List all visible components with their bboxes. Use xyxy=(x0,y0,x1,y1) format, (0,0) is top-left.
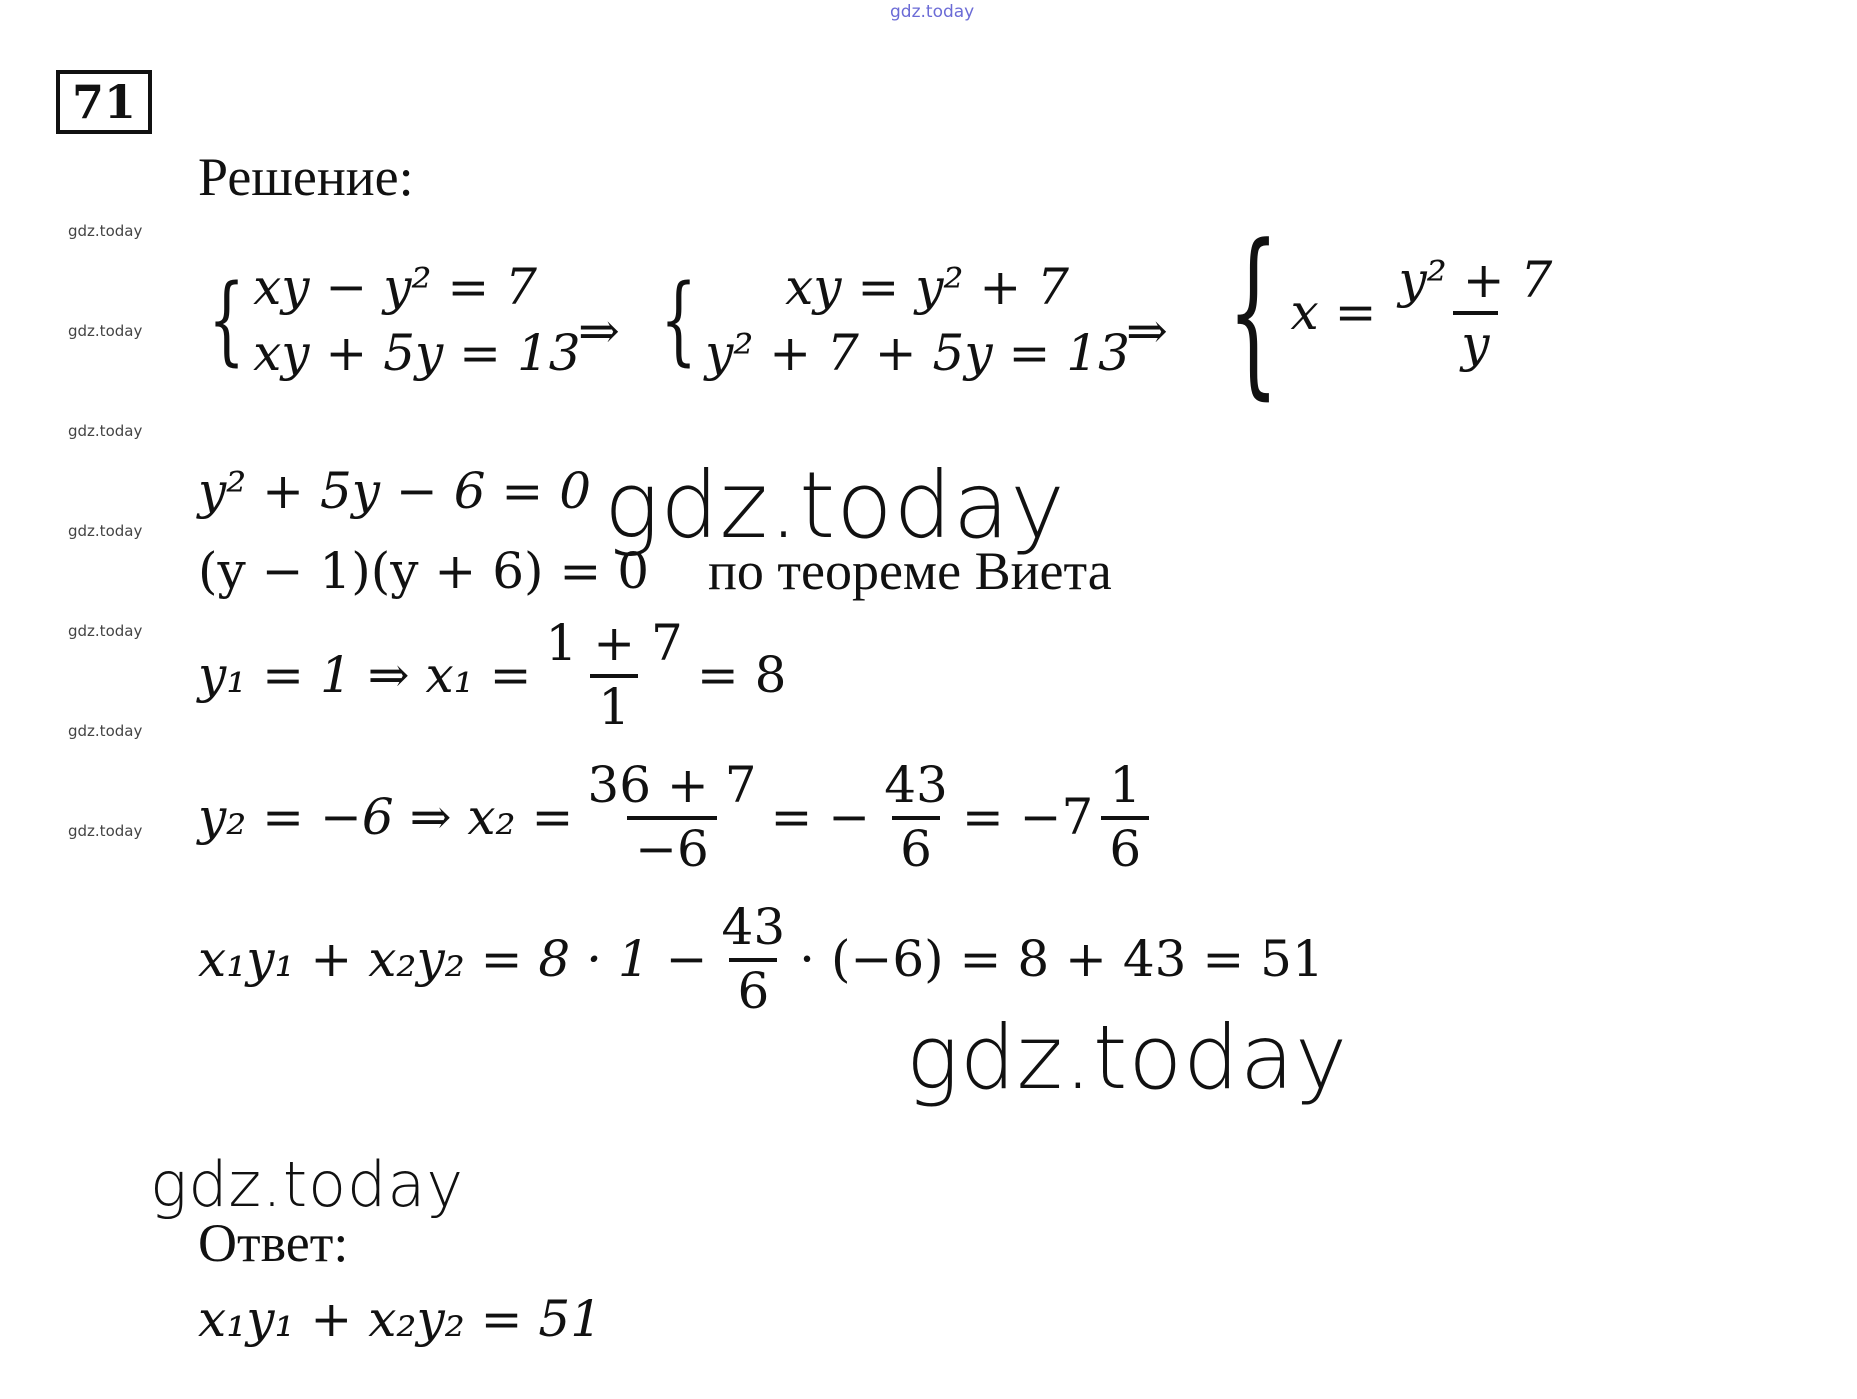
root2-mid: = − xyxy=(770,788,871,846)
fraction-denominator: −6 xyxy=(627,816,717,874)
answer-equation: x₁y₁ + x₂y₂ = 51 xyxy=(198,1290,603,1348)
root2-lhs: y₂ = −6 ⇒ x₂ = xyxy=(198,788,574,846)
factored-equation: (y − 1)(y + 6) = 0 xyxy=(198,542,650,600)
system2-line2: y² + 7 + 5y = 13 xyxy=(705,324,1130,382)
problem-number-box xyxy=(56,70,152,134)
fraction xyxy=(714,898,794,1020)
system2-line1: xy = y² + 7 xyxy=(785,258,1069,316)
fraction-denominator: 6 xyxy=(729,958,777,1016)
solution-label: Решение: xyxy=(198,147,414,207)
fraction-denominator: 1 xyxy=(590,674,638,732)
fraction xyxy=(579,756,764,878)
big-watermark: gdz.today xyxy=(906,1006,1349,1109)
root2-mid2: = −7 xyxy=(961,788,1094,846)
sum-line xyxy=(198,898,1324,1020)
side-watermark: gdz.today xyxy=(68,522,143,540)
system1-line2: xy + 5y = 13 xyxy=(253,324,581,382)
fraction-numerator: 36 + 7 xyxy=(587,756,757,814)
quadratic-equation: y² + 5y − 6 = 0 xyxy=(198,462,592,520)
side-watermark: gdz.today xyxy=(68,622,143,640)
sum-lhs: x₁y₁ + x₂y₂ = 8 · 1 − xyxy=(198,930,708,988)
side-watermark: gdz.today xyxy=(68,322,143,340)
system3-lhs: x = xyxy=(1290,283,1377,341)
left-brace: { xyxy=(1227,207,1280,416)
fraction-numerator: 1 xyxy=(1109,756,1142,814)
sum-rhs: · (−6) = 8 + 43 = 51 xyxy=(799,930,1324,988)
side-watermark: gdz.today xyxy=(68,222,143,240)
problem-number: 71 xyxy=(71,75,136,129)
fraction-numerator: 43 xyxy=(884,756,948,814)
implies-arrow-1: ⇒ xyxy=(578,302,620,360)
fraction-numerator: 43 xyxy=(721,898,786,956)
fraction-denominator: y xyxy=(1453,311,1497,369)
fraction-numerator: y² + 7 xyxy=(1398,251,1553,309)
fraction xyxy=(876,756,956,878)
root1-lhs: y₁ = 1 ⇒ x₁ = xyxy=(198,646,532,704)
fraction xyxy=(1101,756,1149,878)
big-watermark: gdz.today xyxy=(604,452,1066,559)
side-watermark: gdz.today xyxy=(68,422,143,440)
implies-arrow-2: ⇒ xyxy=(1126,302,1168,360)
equation-system-1 xyxy=(196,258,581,382)
fraction-numerator: 1 + 7 xyxy=(545,614,683,672)
big-watermark: gdz.today xyxy=(150,1148,465,1221)
side-watermark: gdz.today xyxy=(68,822,143,840)
fraction-denominator: 6 xyxy=(1101,816,1149,874)
fraction-denominator: 6 xyxy=(892,816,940,874)
root-2-line xyxy=(198,756,1155,878)
left-brace: { xyxy=(208,264,245,376)
fraction xyxy=(1391,251,1561,373)
root-1-line xyxy=(198,614,787,736)
left-brace: { xyxy=(660,264,697,376)
vieta-note: по теореме Виета xyxy=(708,541,1112,601)
answer-label: Ответ: xyxy=(198,1213,349,1273)
system1-line1: xy − y² = 7 xyxy=(253,258,537,316)
equation-system-2 xyxy=(648,258,1130,382)
root1-rhs: = 8 xyxy=(696,646,787,704)
side-watermark: gdz.today xyxy=(68,722,143,740)
fraction xyxy=(538,614,691,736)
top-watermark: gdz.today xyxy=(890,2,975,22)
equation-system-3 xyxy=(1196,207,1566,416)
